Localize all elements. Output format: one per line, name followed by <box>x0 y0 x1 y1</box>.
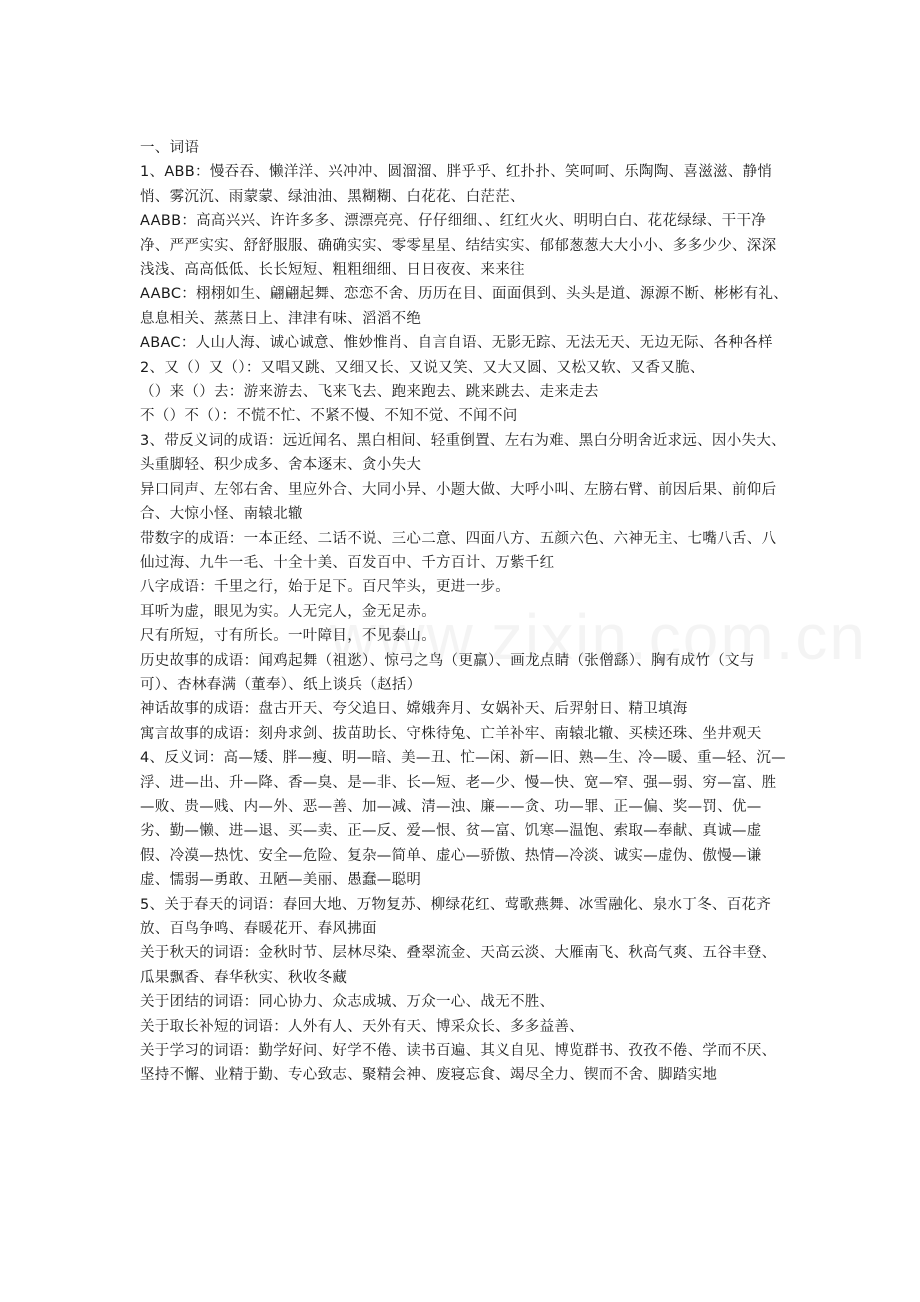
myth-story-idioms: 神话故事的成语：盘古开天、夸父追日、嫦娥奔月、女娲补天、后羿射日、精卫填海 <box>140 701 688 718</box>
antonym-idioms-continued: 异口同声、左邻右舍、里应外合、大同小异、小题大做、大呼小叫、左膀右臂、前因后果、前仰后合、大惊小怪、南辕北辙 <box>140 481 777 523</box>
abb-words: 1、ABB：慢吞吞、懒洋洋、兴冲冲、圆溜溜、胖乎乎、红扑扑、笑呵呵、乐陶陶、喜滋滋、静悄悄、雾沉沉、雨蒙蒙、绿油油、黑糊糊、白花花、白茫茫、 <box>140 164 773 205</box>
eight-character-idioms-2: 耳听为虚，眼见为实。人无完人，金无足赤。 <box>140 603 436 620</box>
aabb-words: AABB：高高兴兴、许许多多、漂漂亮亮、仔仔细细、、红红火火、明明白白、花花绿绿、干干净净、严严实实、舒舒服服、确确实实、零零星星、结结实实、郁郁葱葱大大小小、多多少少、深深浅浅、高高低低、长长短短、粗粗细细、日日夜夜、来来往 <box>140 213 777 279</box>
study-words: 关于学习的词语：勤学好问、好学不倦、读书百遍、其义自见、博览群书、孜孜不倦、学而不厌、坚持不懈、业精于勤、专心致志、聚精会神、废寝忘食、竭尽全力、锲而不舍、脚踏实地 <box>140 1043 777 1084</box>
section-heading: 一、词语 <box>140 140 200 156</box>
document-body <box>140 136 790 1088</box>
bu-bu-words: 不（）不（）：不慌不忙、不紧不慢、不知不觉、不闻不问 <box>140 408 518 425</box>
autumn-words: 关于秋天的词语：金秋时节、层林尽染、叠翠流金、天高云淡、大雁南飞、秋高气爽、五谷丰登、瓜果飘香、春华秋实、秋收冬藏 <box>140 945 777 986</box>
history-story-idioms: 历史故事的成语：闻鸡起舞（祖逖）、惊弓之鸟（更羸）、画龙点睛（张僧繇）、胸有成竹（文与可）、杏林春满（董奉）、纸上谈兵（赵括） <box>140 652 755 693</box>
eight-character-idioms-3: 尺有所短，寸有所长。一叶障目，不见泰山。 <box>140 628 436 645</box>
antonym-idioms: 3、带反义词的成语：远近闻名、黑白相间、轻重倒置、左右为难、黑白分明舍近求远、因小失大、头重脚轻、积少成多、舍本逐末、贪小失大 <box>140 432 786 474</box>
eight-character-idioms: 八字成语：千里之行，始于足下。百尺竿头，更进一步。 <box>140 579 510 596</box>
lai-qu-words: （）来（）去：游来游去、飞来飞去、跑来跑去、跳来跳去、走来走去 <box>140 384 599 401</box>
aabc-words: AABC：栩栩如生、翩翩起舞、恋恋不舍、历历在目、面面俱到、头头是道、源源不断、彬彬有礼、息息相关、蒸蒸日上、津津有味、滔滔不绝 <box>140 286 789 327</box>
abac-words: ABAC：人山人海、诚心诚意、惟妙惟肖、自言自语、无影无踪、无法无天、无边无际、各种各样 <box>140 335 773 352</box>
strengths-words: 关于取长补短的词语：人外有人、天外有天、博采众长、多多益善、 <box>140 1018 584 1035</box>
fable-story-idioms: 寓言故事的成语：刻舟求剑、拔苗助长、守株待兔、亡羊补牢、南辕北辙、买椟还珠、坐井观天 <box>140 725 762 742</box>
number-idioms: 带数字的成语：一本正经、二话不说、三心二意、四面八方、五颜六色、六神无主、七嘴八舌、八仙过海、九牛一毛、十全十美、百发百中、千方百计、万紫千红 <box>140 530 777 571</box>
unity-words: 关于团结的词语：同心协力、众志成城、万众一心、战无不胜、 <box>140 994 555 1011</box>
spring-words: 5、关于春天的词语：春回大地、万物复苏、柳绿花红、莺歌燕舞、冰雪融化、泉水丁冬、百花齐放、百鸟争鸣、春暖花开、春风拂面 <box>140 896 772 937</box>
you-you-words: 2、又（）又（）：又唱又跳、又细又长、又说又笑、又大又圆、又松又软、又香又脆、 <box>140 359 705 376</box>
antonyms: 4、反义词：高—矮、胖—瘦、明—暗、美—丑、忙—闲、新—旧、熟—生、冷—暖、重—轻、沉—浮、进—出、升—降、香—臭、是—非、长—短、老—少、慢—快、宽—窄、强—弱、穷—富、胜—败、贵—贱、内—外、恶—善、加—减、清—浊、廉——贪、功—罪、正—偏、奖—罚、优—劣、勤—懒、进—退、买—卖、正—反、爱—恨、贫—富、饥寒—温饱、索取—奉献、真诚—虚假、冷漠—热忱、安全—危险、复杂—简单、虚心—骄傲、热情—冷淡、诚实—虚伪、傲慢—谦虚、懦弱—勇敢、丑陋—美丽、愚蠢—聪明 <box>140 750 786 889</box>
